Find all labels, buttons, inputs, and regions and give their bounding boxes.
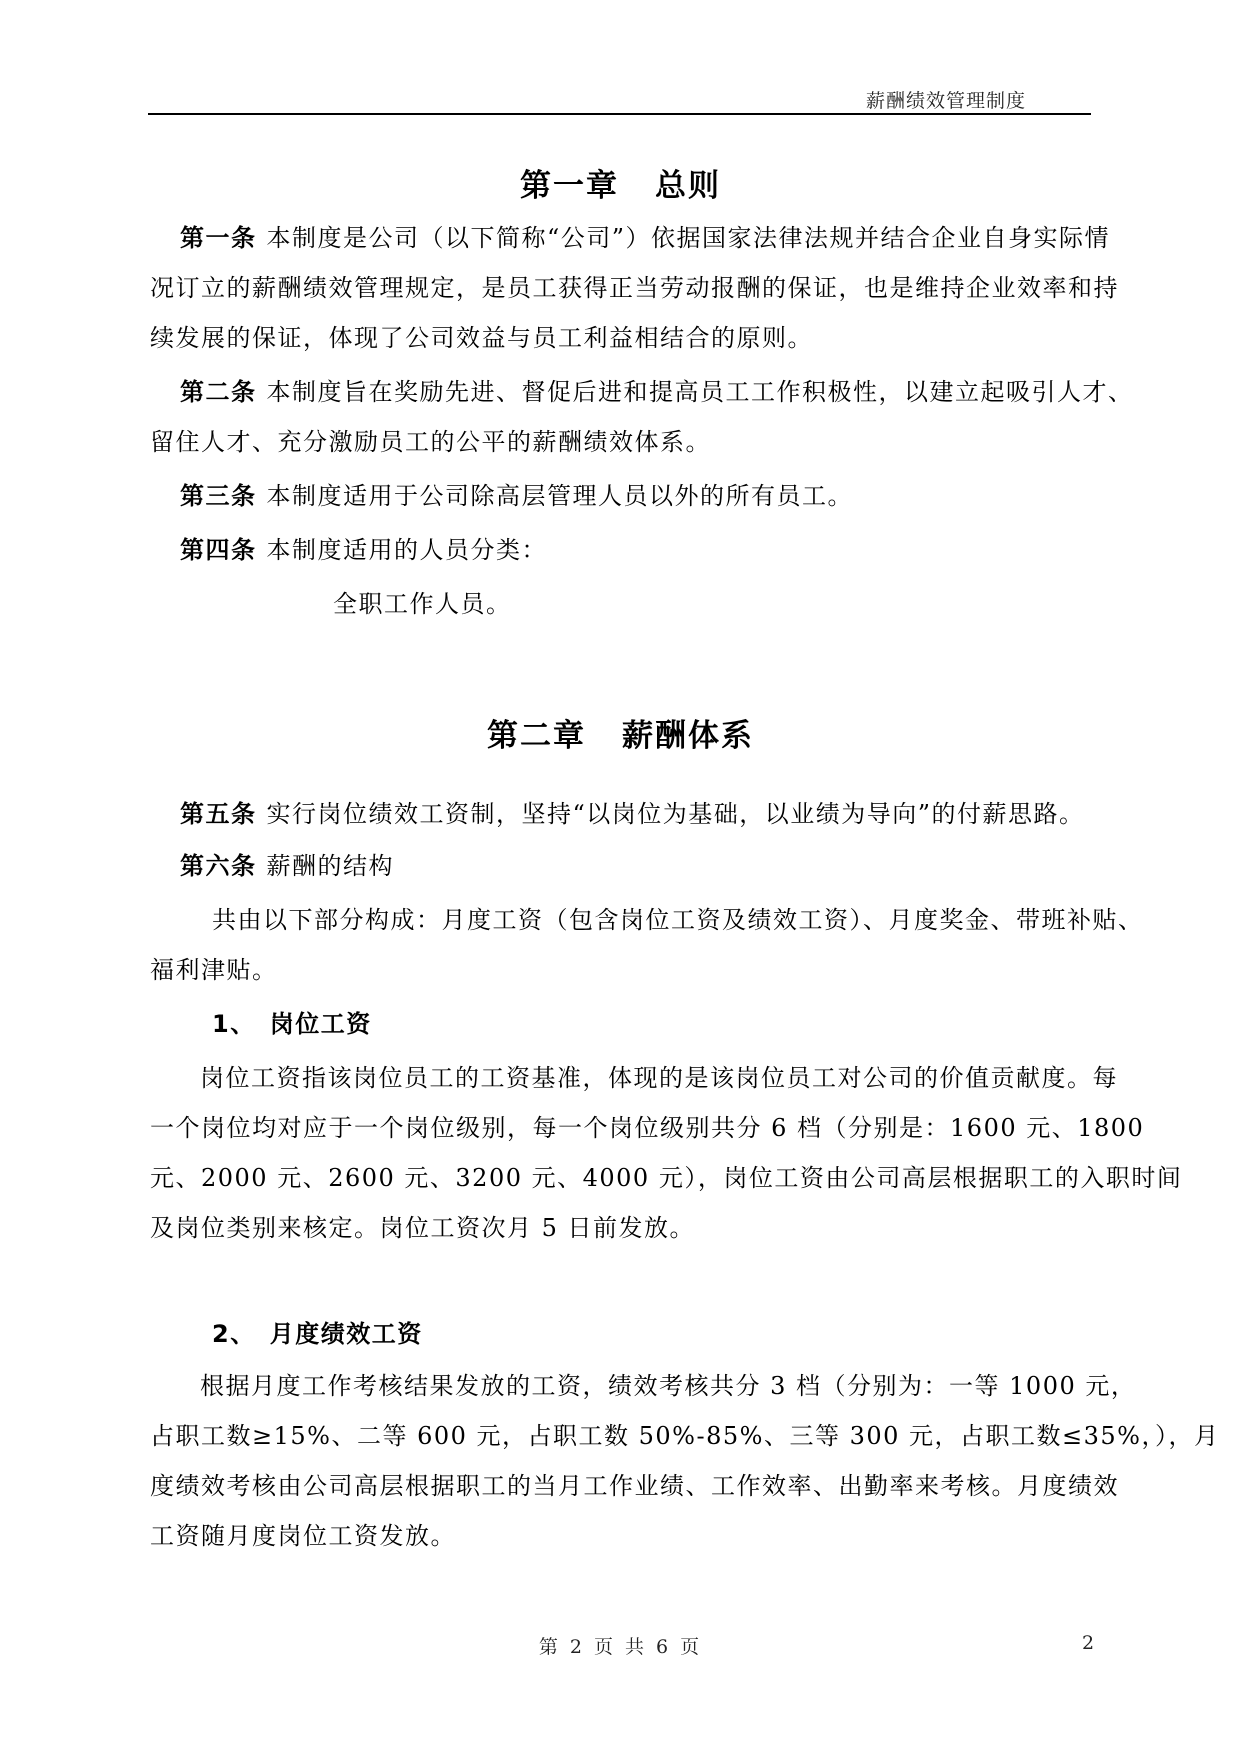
article-line [150,850,1100,882]
article-label: 第六条 [180,852,257,880]
article-label: 第二条 [180,378,257,406]
article-label: 第五条 [180,800,257,828]
article-label: 第一条 [180,224,257,252]
article-line: 续发展的保证，体现了公司效益与员工利益相结合的原则。 [150,324,813,352]
section-line: 根据月度工作考核结果发放的工资，绩效考核共分 3 档（分别为：一等 1000 元， [200,1372,1137,1400]
article-line: 共由以下部分构成：月度工资（包含岗位工资及绩效工资）、月度奖金、带班补贴、 [212,906,1144,934]
article-text: 薪酬的结构 [266,852,394,880]
section-line: 度绩效考核由公司高层根据职工的当月工作业绩、工作效率、出勤率来考核。月度绩效 [150,1472,1119,1500]
article-line: 全职工作人员。 [333,590,512,618]
article-text: 本制度适用于公司除高层管理人员以外的所有员工。 [266,482,853,510]
article-line [150,376,1134,408]
article-line: 况订立的薪酬绩效管理规定，是员工获得正当劳动报酬的保证，也是维持企业效率和持 [150,274,1119,302]
chapter-name: 总则 [655,168,721,204]
article-text: 实行岗位绩效工资制，坚持“以岗位为基础，以业绩为导向”的付薪思路。 [266,800,1085,828]
section-line: 工资随月度岗位工资发放。 [150,1522,456,1550]
section-line: 岗位工资指该岗位员工的工资基准，体现的是该岗位员工对公司的价值贡献度。每 [200,1064,1118,1092]
article-line [150,534,1100,566]
article-text: 本制度是公司（以下简称“公司”）依据国家法律法规并结合企业自身实际情 [266,224,1111,252]
article-text: 本制度旨在奖励先进、督促后进和提高员工工作积极性，以建立起吸引人才、 [266,378,1134,406]
section-heading [212,1318,1162,1350]
section-line: 一个岗位均对应于一个岗位级别，每一个岗位级别共分 6 档（分别是：1600 元、1800 [150,1114,1145,1142]
section-line: 元、2000 元、2600 元、3200 元、4000 元），岗位工资由公司高层根据职工的入职时间 [150,1164,1183,1192]
article-label: 第四条 [180,536,257,564]
section-line: 占职工数≥15%、二等 600 元，占职工数 50%-85%、三等 300 元，占职工数≤35%，），月 [150,1422,1220,1450]
chapter-number: 第二章 [487,718,586,754]
chapter-title [0,160,1241,205]
section-heading [212,1008,1162,1040]
section-line: 及岗位类别来核定。岗位工资次月 5 日前发放。 [150,1214,696,1242]
chapter-number: 第一章 [520,168,619,204]
section-number: 2、 [212,1320,256,1348]
chapter-title [0,710,1241,755]
article-line [150,222,1111,254]
article-line [150,798,1100,830]
article-line: 留住人才、充分激励员工的公平的薪酬绩效体系。 [150,428,711,456]
running-header: 薪酬绩效管理制度 [866,90,1027,112]
page-number: 2 [1082,1632,1095,1654]
header-divider [148,113,1091,115]
page-footer: 第 2 页 共 6 页 [538,1636,703,1658]
chapter-name: 薪酬体系 [622,718,754,754]
article-text: 本制度适用的人员分类： [266,536,547,564]
section-title: 月度绩效工资 [269,1320,423,1348]
section-title: 岗位工资 [269,1010,372,1038]
article-line: 福利津贴。 [150,956,278,984]
article-label: 第三条 [180,482,257,510]
article-line [150,480,1100,512]
section-number: 1、 [212,1010,256,1038]
